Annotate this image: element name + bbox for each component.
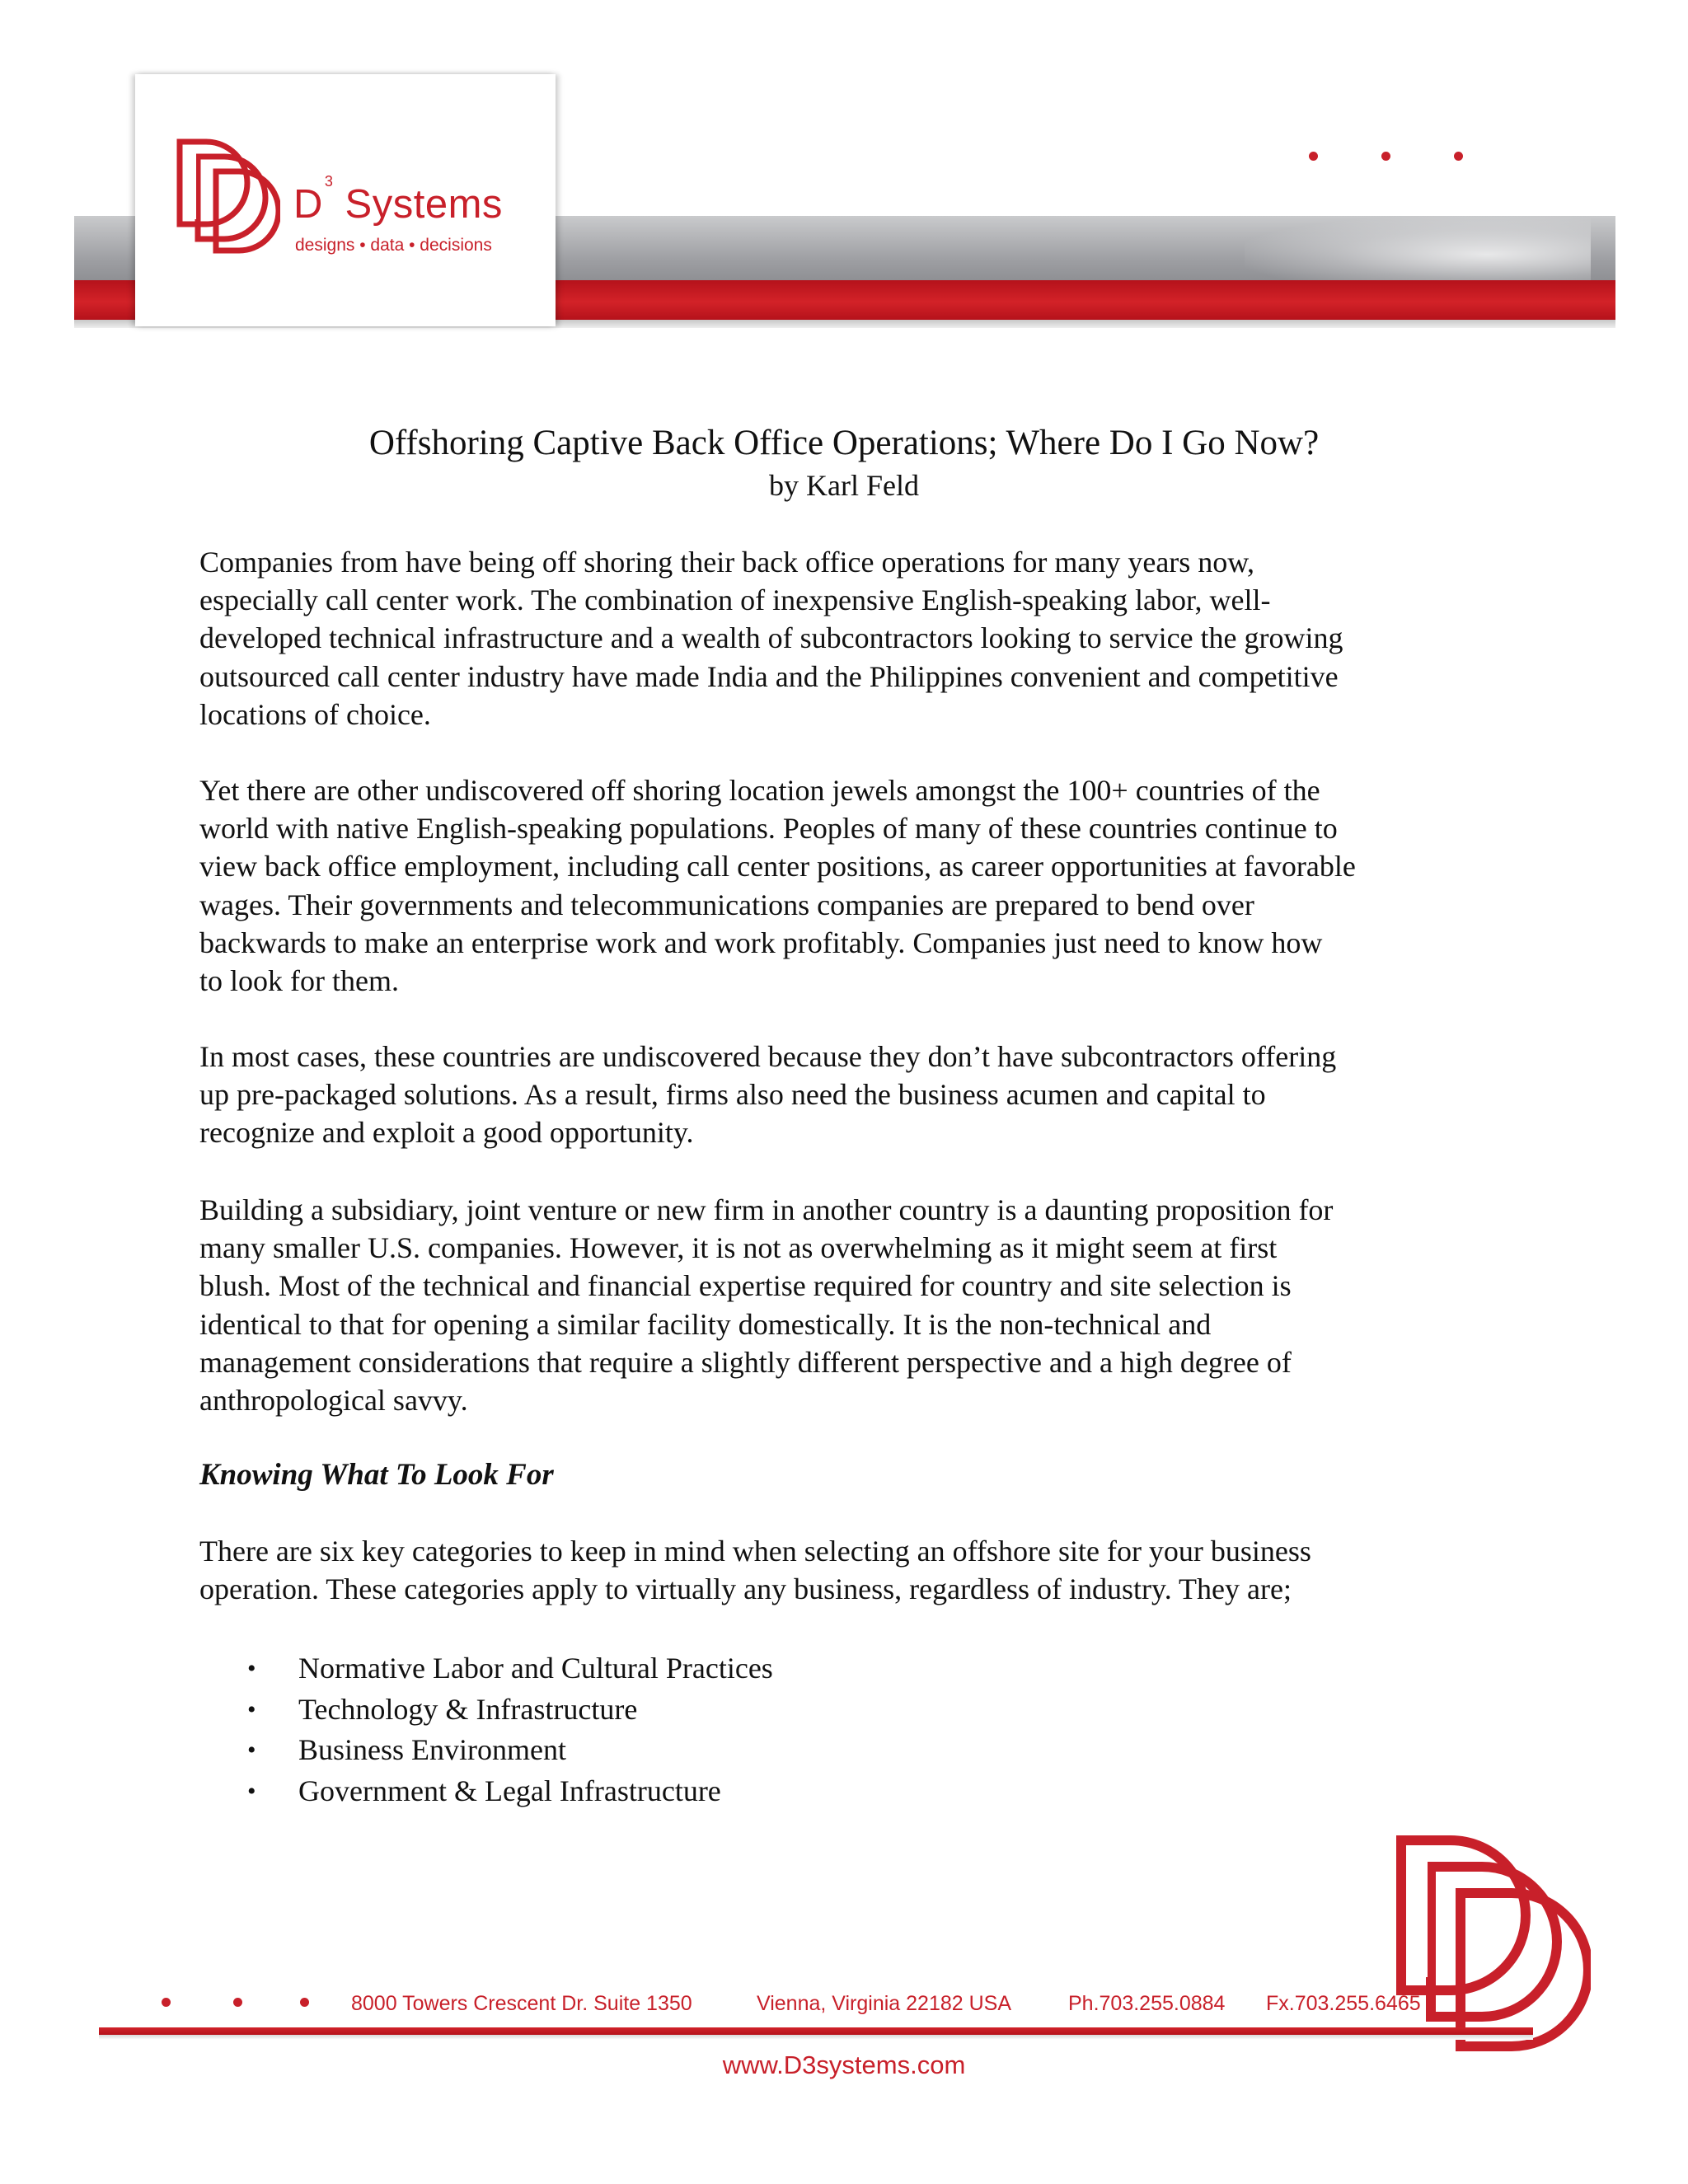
paragraph-line: recognize and exploit a good opportunity. <box>199 1116 694 1150</box>
paragraph-line: developed technical infrastructure and a wealth of subcontractors looking to service the growing <box>199 621 1343 655</box>
paragraph-line: view back office employment, including call center positions, as career opportunities at favorable <box>199 850 1356 883</box>
footer-d3-logo-icon <box>1393 1834 1591 2056</box>
paragraph-line: wages. Their governments and telecommunications companies are prepared to bend over <box>199 888 1254 921</box>
paragraph-line: outsourced call center industry have made India and the Philippines convenient and competitive <box>199 659 1339 693</box>
list-item <box>247 1690 773 1731</box>
paragraph-2 <box>199 771 1502 1000</box>
bullet-icon: • <box>247 1655 256 1682</box>
paragraph-line: blush. Most of the technical and financial expertise required for country and site selection is <box>199 1269 1292 1303</box>
bullet-icon: • <box>247 1736 256 1764</box>
paragraph-1 <box>199 543 1502 733</box>
paragraph-line: world with native English-speaking populations. Peoples of many of these countries continue to <box>199 812 1338 846</box>
paragraph-line: especially call center work. The combination of inexpensive English-speaking labor, well- <box>199 583 1271 617</box>
brand-name: $D^3$ Systems <box>293 173 503 227</box>
footer-city: Vienna, Virginia 22182 USA <box>757 1992 1012 2015</box>
list-item-text: Government & Legal Infrastructure <box>298 1774 721 1807</box>
list-item-text: Technology & Infrastructure <box>298 1692 638 1726</box>
bullet-icon: • <box>247 1777 256 1805</box>
category-list <box>247 1648 773 1811</box>
list-item <box>247 1771 773 1812</box>
bullet-icon: • <box>247 1695 256 1723</box>
footer-dot-2 <box>233 1998 242 2007</box>
footer-fax: Fx.703.255.6465 <box>1266 1992 1421 2015</box>
list-item-text: Normative Labor and Cultural Practices <box>298 1652 773 1685</box>
footer-red-rule <box>99 2027 1533 2035</box>
footer-website-link[interactable]: www.D3systems.com <box>722 2050 966 2079</box>
document-byline: by Karl Feld <box>769 469 919 502</box>
d3-logo-icon <box>173 137 280 260</box>
paragraph-line: locations of choice. <box>199 697 431 731</box>
list-item <box>247 1648 773 1690</box>
paragraph-line: Companies from have being off shoring their back office operations for many years now, <box>199 546 1254 579</box>
paragraph-line: There are six key categories to keep in mind when selecting an offshore site for your business <box>199 1535 1311 1568</box>
paragraph-line: anthropological savvy. <box>199 1384 468 1418</box>
document-title: Offshoring Captive Back Office Operations; Where Do I Go Now? <box>368 424 1320 462</box>
paragraph-line: many smaller U.S. companies. However, it is not as overwhelming as it might seem at first <box>199 1231 1278 1265</box>
list-item <box>247 1730 773 1771</box>
header-dot-2 <box>1381 152 1390 161</box>
paragraph-line: management considerations that require a slightly different perspective and a high degree of <box>199 1345 1292 1379</box>
header-dot-3 <box>1454 152 1463 161</box>
categories-intro <box>199 1532 1502 1608</box>
paragraph-line: Yet there are other undiscovered off shoring location jewels amongst the 100+ countries of the <box>199 774 1320 807</box>
paragraph-line: backwards to make an enterprise work and work profitably. Companies just need to know how <box>199 926 1323 959</box>
header-logo-panel <box>135 74 556 326</box>
section-subheading: Knowing What To Look For <box>199 1458 554 1492</box>
footer-dot-3 <box>300 1998 309 2007</box>
paragraph-line: up pre-packaged solutions. As a result, firms also need the business acumen and capital to <box>199 1078 1266 1112</box>
list-item-text: Business Environment <box>298 1733 566 1766</box>
paragraph-3 <box>199 1038 1502 1152</box>
header-dot-1 <box>1309 152 1318 161</box>
paragraph-line: In most cases, these countries are undiscovered because they don’t have subcontractors offering <box>199 1040 1337 1073</box>
paragraph-line: Building a subsidiary, joint venture or new firm in another country is a daunting proposition for <box>199 1193 1334 1226</box>
brand-tagline: designs • data • decisions <box>295 236 492 255</box>
paragraph-line: to look for them. <box>199 964 399 998</box>
footer-dot-1 <box>162 1998 171 2007</box>
paragraph-line: operation. These categories apply to virtually any business, regardless of industry. They are; <box>199 1572 1292 1606</box>
footer-address: 8000 Towers Crescent Dr. Suite 1350 <box>351 1992 692 2015</box>
paragraph-4 <box>199 1191 1502 1419</box>
footer-phone: Ph.703.255.0884 <box>1068 1992 1226 2015</box>
paragraph-line: identical to that for opening a similar facility domestically. It is the non-technical and <box>199 1307 1212 1341</box>
